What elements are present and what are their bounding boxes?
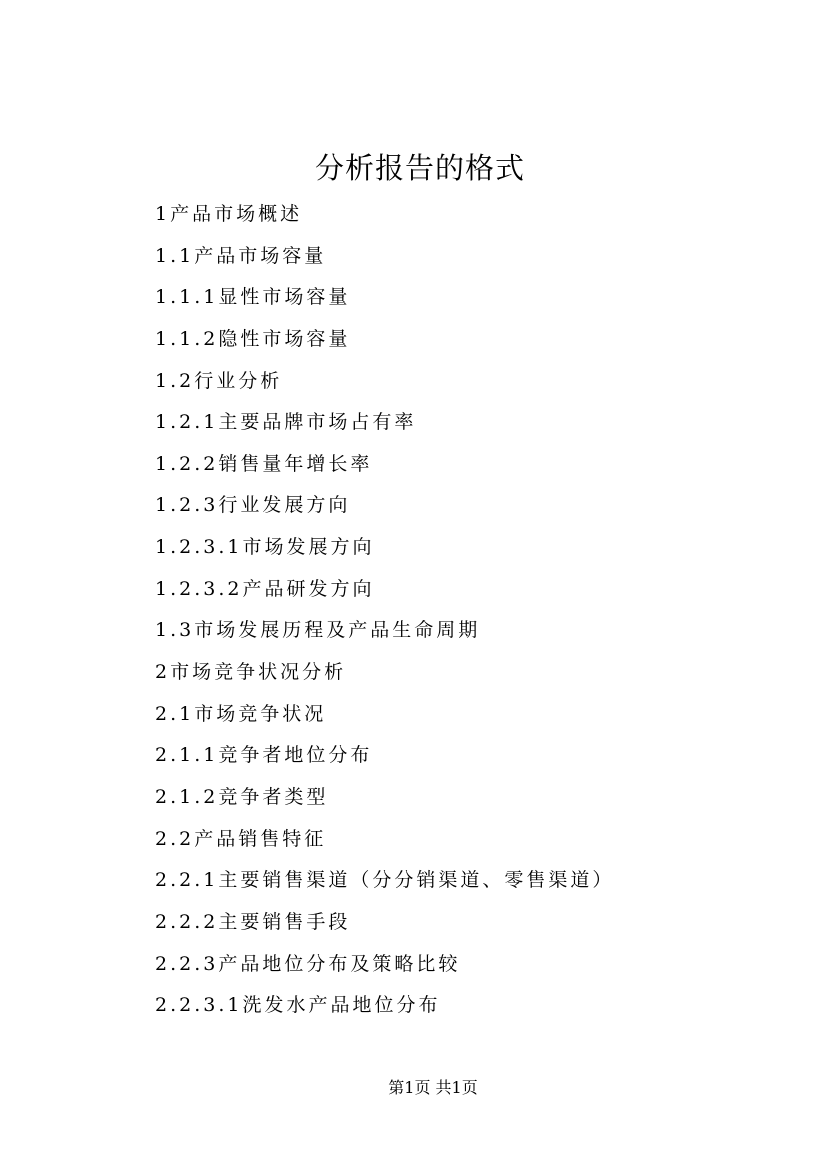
outline-item: 2.2.2主要销售手段 <box>155 910 351 933</box>
outline-item: 1.2.3.1市场发展方向 <box>155 536 375 559</box>
outline-item: 2.1.1竞争者地位分布 <box>155 744 373 767</box>
outline-item: 1.2.2销售量年增长率 <box>155 452 373 475</box>
outline-item: 2.2.1主要销售渠道（分分销渠道、零售渠道） <box>155 869 615 892</box>
outline-item: 1产品市场概述 <box>155 203 303 225</box>
outline-item: 2.1市场竞争状况 <box>155 702 327 725</box>
page-footer: 第1页 共1页 <box>388 1078 478 1097</box>
outline-item: 1.3市场发展历程及产品生命周期 <box>155 619 481 642</box>
document-title: 分析报告的格式 <box>314 151 525 185</box>
outline-item: 1.2.1主要品牌市场占有率 <box>155 411 417 434</box>
outline-item: 2.2.3.1洗发水产品地位分布 <box>155 994 441 1017</box>
outline-list <box>155 194 614 1027</box>
outline-item: 2.2.3产品地位分布及策略比较 <box>155 952 461 975</box>
outline-item: 2市场竞争状况分析 <box>155 661 347 684</box>
outline-item: 1.1.2隐性市场容量 <box>155 327 351 350</box>
outline-item: 1.2.3.2产品研发方向 <box>155 577 375 600</box>
outline-item: 1.2行业分析 <box>155 369 283 392</box>
outline-item: 2.2产品销售特征 <box>155 827 327 850</box>
outline-item: 1.1产品市场容量 <box>155 244 327 267</box>
outline-item: 2.1.2竞争者类型 <box>155 785 329 808</box>
outline-item: 1.2.3行业发展方向 <box>155 494 351 517</box>
outline-item: 1.1.1显性市场容量 <box>155 286 351 309</box>
